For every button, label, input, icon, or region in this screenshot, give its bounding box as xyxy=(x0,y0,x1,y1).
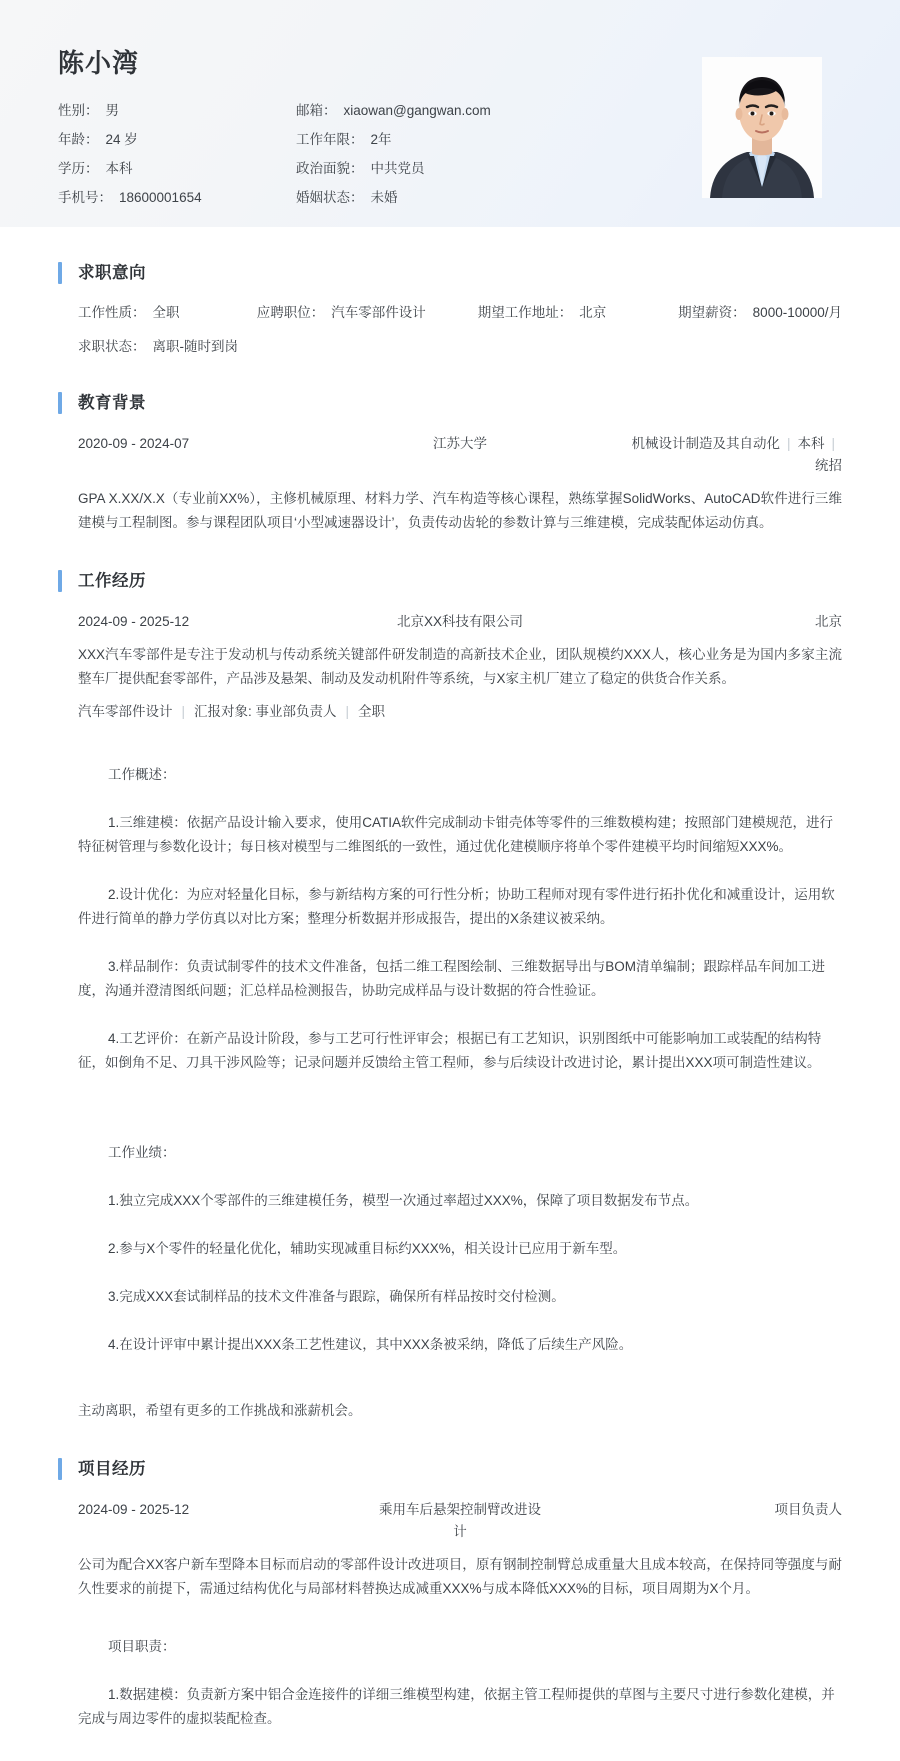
info-education-level-label: 学历： xyxy=(58,161,99,177)
education-admission: 统招 xyxy=(815,458,842,473)
education-major: 机械设计制造及其自动化 xyxy=(631,436,780,451)
intent-position-value: 汽车零部件设计 xyxy=(331,305,426,320)
intent-location-label: 期望工作地址： xyxy=(477,305,573,320)
section-project-experience xyxy=(0,1457,900,1755)
divider: | xyxy=(831,436,835,451)
info-experience-years-value: 2年 xyxy=(370,132,392,148)
intent-salary-value: 8000-10000/月 xyxy=(752,305,842,320)
info-experience-years-label: 工作年限： xyxy=(296,132,364,148)
info-marital-status-label: 婚姻状态： xyxy=(296,190,364,206)
work-achievement-item: 3.完成XXX套试制样品的技术文件准备与跟踪，确保所有样品按时交付检测。 xyxy=(108,1289,565,1304)
work-company: 北京XX科技有限公司 xyxy=(396,614,523,629)
info-education-level-value: 本科 xyxy=(105,161,133,177)
avatar xyxy=(702,57,822,198)
resume-header xyxy=(0,0,900,227)
divider: | xyxy=(345,704,350,719)
work-achievements xyxy=(78,1117,842,1381)
work-overview-item: 2.设计优化：为应对轻量化目标，参与新结构方案的可行性分析；协助工程师对现有零件进行拓扑优化和减重设计，运用软件进行简单的静力学仿真以对比方案；整理分析数据并形成报告，提出的X条建议被采纳。 xyxy=(78,887,835,926)
intent-position xyxy=(257,303,478,323)
section-header xyxy=(58,1457,842,1481)
intent-position-label: 应聘职位： xyxy=(256,305,325,320)
work-meta xyxy=(78,701,842,723)
work-position: 汽车零部件设计 xyxy=(78,704,173,719)
section-title-education: 教育背景 xyxy=(78,394,146,412)
project-date: 2024-09 - 2025-12 xyxy=(78,1502,190,1517)
intent-job-type xyxy=(78,303,257,323)
work-achievement-item: 4.在设计评审中累计提出XXX条工艺性建议，其中XXX条被采纳，降低了后续生产风险。 xyxy=(108,1337,633,1352)
work-job-type: 全职 xyxy=(358,704,386,719)
info-experience-years xyxy=(296,130,696,150)
section-title-project-experience: 项目经历 xyxy=(78,1460,146,1478)
project-entry-head xyxy=(78,1499,842,1543)
work-report-to: 汇报对象: 事业部负责人 xyxy=(194,704,337,719)
info-political-status-label: 政治面貌： xyxy=(296,161,364,177)
intent-status-value: 离职-随时到岗 xyxy=(152,339,238,354)
info-phone-value: 18600001654 xyxy=(119,190,202,206)
candidate-name: 陈小湾 xyxy=(58,48,140,78)
education-entry-head xyxy=(78,433,842,477)
section-accent-bar-icon xyxy=(58,570,62,592)
education-description: GPA X.XX/X.X（专业前XX%），主修机械原理、材料力学、汽车构造等核心课程，熟练掌握SolidWorks、AutoCAD软件进行三维建模与工程制图。参与课程团队项目‘小型减速器设计’，负责传动齿轮的参数计算与三维建模，完成装配体运动仿真。 xyxy=(78,491,842,530)
info-marital-status xyxy=(296,188,696,208)
work-achievement-item: 1.独立完成XXX个零部件的三维建模任务，模型一次通过率超过XXX%，保障了项目数据发布节点。 xyxy=(108,1193,699,1208)
info-age xyxy=(58,130,296,150)
project-background: 公司为配合XX客户新车型降本目标而启动的零部件设计改进项目，原有钢制控制臂总成重量大且成本较高，在保持同等强度与耐久性要求的前提下，需通过结构优化与局部材料替换达成减重XXX%与成本降低XXX%的目标，项目周期为X个月。 xyxy=(78,1557,842,1596)
section-education xyxy=(0,391,900,535)
info-gender-value: 男 xyxy=(105,103,119,119)
intent-row-1 xyxy=(78,303,842,323)
info-age-value: 24 岁 xyxy=(105,132,138,148)
info-email-label: 邮箱： xyxy=(296,103,337,119)
work-overview-item: 4.工艺评价：在新产品设计阶段，参与工艺可行性评审会；根据已有工艺知识，识别图纸中可能影响加工或装配的结构特征，如倒角不足、刀具干涉风险等；记录问题并反馈给主管工程师，参与后续设计改进讨论，累计提出XXX项可制造性建议。 xyxy=(78,1031,822,1070)
info-gender-label: 性别： xyxy=(58,103,99,119)
work-entry-head xyxy=(78,611,842,633)
info-email xyxy=(296,101,696,121)
section-title-work-experience: 工作经历 xyxy=(78,572,146,590)
intent-location xyxy=(478,303,678,323)
project-role: 项目负责人 xyxy=(774,1502,842,1517)
project-duties xyxy=(78,1611,842,1755)
intent-job-type-label: 工作性质： xyxy=(78,305,146,320)
section-body xyxy=(58,611,842,1423)
education-qualification xyxy=(542,433,842,477)
section-body xyxy=(58,433,842,535)
work-overview xyxy=(78,739,842,1099)
section-accent-bar-icon xyxy=(58,392,62,414)
section-title-job-intention: 求职意向 xyxy=(78,264,146,282)
work-overview-item: 3.样品制作：负责试制零件的技术文件准备，包括二维工程图绘制、三维数据导出与BOM清单编制；跟踪样品车间加工进度，沟通并澄清图纸问题；汇总样品检测报告，协助完成样品与设计数据的符合性验证。 xyxy=(78,959,826,998)
education-date: 2020-09 - 2024-07 xyxy=(78,436,190,451)
section-header xyxy=(58,391,842,415)
education-school: 江苏大学 xyxy=(433,436,487,451)
intent-status xyxy=(78,337,268,357)
intent-location-value: 北京 xyxy=(579,305,607,320)
divider: | xyxy=(786,436,791,451)
intent-salary xyxy=(678,303,842,323)
section-job-intention xyxy=(0,261,900,357)
work-achievement-item: 2.参与X个零件的轻量化优化，辅助实现减重目标约XXX%，相关设计已应用于新车型。 xyxy=(108,1241,627,1256)
project-name: 乘用车后悬架控制臂改进设计 xyxy=(379,1502,541,1539)
info-political-status xyxy=(296,159,696,179)
info-marital-status-value: 未婚 xyxy=(370,190,398,206)
work-location: 北京 xyxy=(815,614,842,629)
divider: | xyxy=(181,704,186,719)
section-accent-bar-icon xyxy=(58,1458,62,1480)
section-body xyxy=(58,303,842,357)
info-phone-label: 手机号： xyxy=(58,190,112,206)
info-education-level xyxy=(58,159,296,179)
section-work-experience xyxy=(0,569,900,1423)
education-degree: 本科 xyxy=(797,436,825,451)
intent-job-type-value: 全职 xyxy=(152,305,180,320)
info-phone xyxy=(58,188,296,208)
intent-status-label: 求职状态： xyxy=(78,339,146,354)
project-duty-item: 1.数据建模：负责新方案中铝合金连接件的详细三维模型构建，依据主管工程师提供的草图与主要尺寸进行参数化建模，并完成与周边零件的虚拟装配检查。 xyxy=(78,1687,835,1726)
work-leave-reason: 主动离职，希望有更多的工作挑战和涨薪机会。 xyxy=(78,1403,362,1418)
work-company-intro: XXX汽车零部件是专注于发动机与传动系统关键部件研发制造的高新技术企业，团队规模约XXX人，核心业务是为国内多家主流整车厂提供配套零部件，产品涉及悬架、制动及发动机附件等系统，与X家主机厂建立了稳定的供货合作关系。 xyxy=(78,647,842,686)
section-body xyxy=(58,1499,842,1755)
intent-salary-label: 期望薪资： xyxy=(678,305,746,320)
info-age-label: 年龄： xyxy=(58,132,99,148)
section-header xyxy=(58,569,842,593)
page-bottom-spacer xyxy=(0,1755,900,1761)
info-email-value: xiaowan@gangwan.com xyxy=(343,103,491,119)
section-accent-bar-icon xyxy=(58,262,62,284)
work-date: 2024-09 - 2025-12 xyxy=(78,614,190,629)
work-overview-title: 工作概述： xyxy=(108,767,176,782)
work-overview-item: 1.三维建模：依据产品设计输入要求，使用CATIA软件完成制动卡钳壳体等零件的三维数模构建；按照部门建模规范，进行特征树管理与参数化设计；每日核对模型与二维图纸的一致性，通过优化建模顺序将单个零件建模平均时间缩短XXX%。 xyxy=(78,815,834,854)
info-political-status-value: 中共党员 xyxy=(370,161,425,177)
info-gender xyxy=(58,101,296,121)
project-duty-title: 项目职责： xyxy=(108,1639,176,1654)
work-achievements-title: 工作业绩： xyxy=(108,1145,176,1160)
intent-row-2 xyxy=(78,337,842,357)
section-header xyxy=(58,261,842,285)
